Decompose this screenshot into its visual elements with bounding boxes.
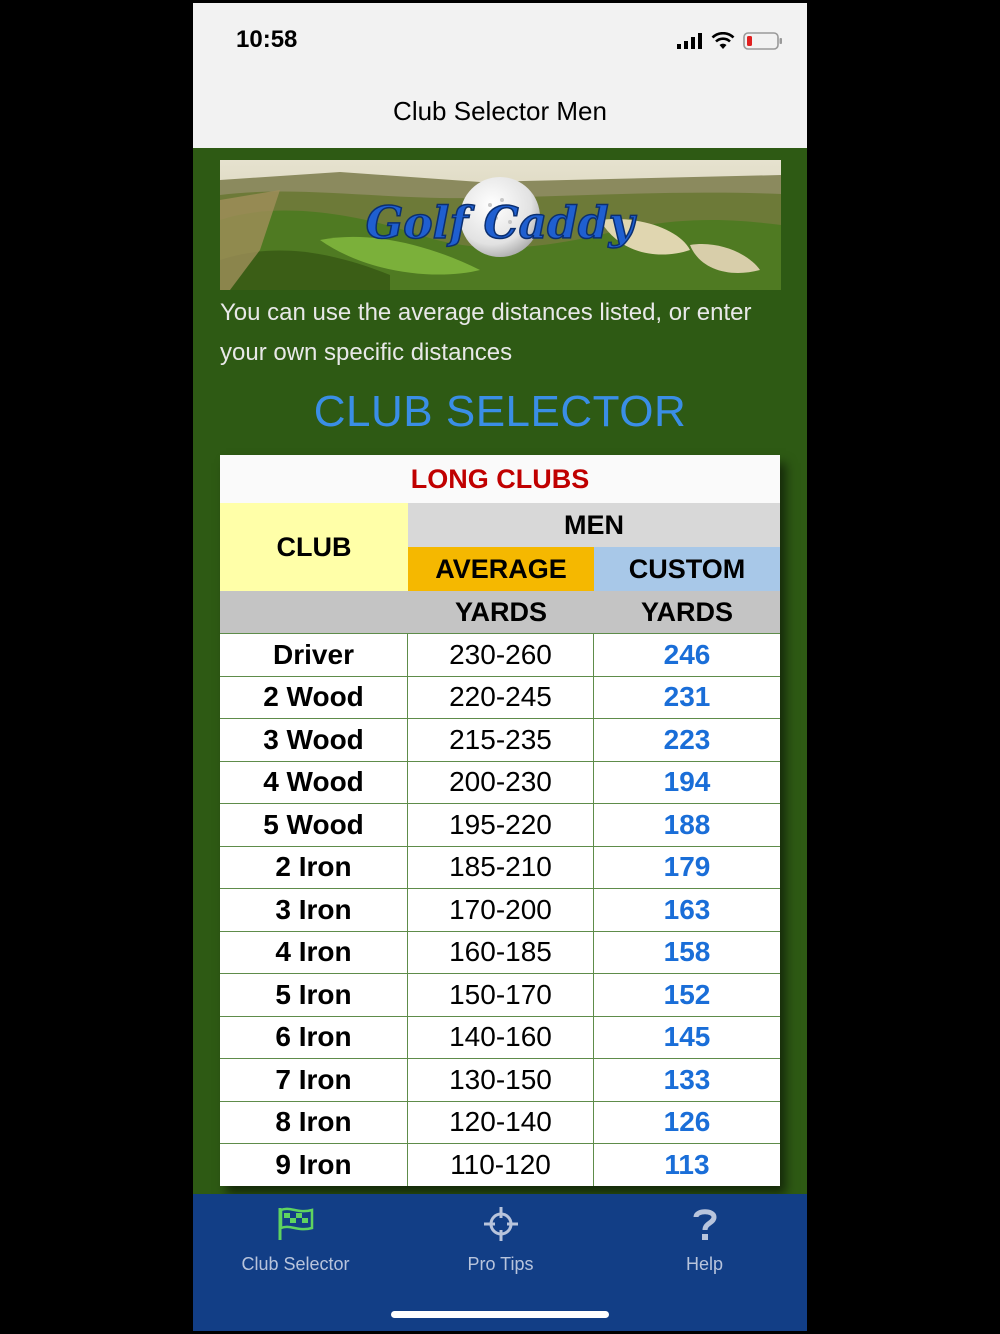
intro-text: You can use the average distances listed, or enter your own specific distances — [220, 299, 752, 366]
average-yards: 160-185 — [408, 932, 594, 974]
average-yards: 110-120 — [408, 1144, 594, 1186]
custom-yards-input[interactable]: 113 — [664, 1148, 710, 1180]
table-row — [220, 676, 780, 719]
average-yards-label: YARDS — [454, 596, 548, 627]
custom-yards-input[interactable]: 145 — [663, 1021, 711, 1053]
custom-yards-input[interactable]: 194 — [663, 766, 711, 798]
tab-club-selector[interactable] — [193, 1194, 398, 1294]
men-group-header: MEN — [408, 503, 780, 547]
average-yards: 215-235 — [408, 719, 594, 761]
tab-pro-tips[interactable] — [398, 1194, 603, 1294]
club-selector-heading: CLUB SELECTOR — [313, 387, 687, 436]
average-yards: 120-140 — [408, 1102, 594, 1144]
long-clubs-title: LONG CLUBS — [220, 455, 780, 503]
banner-image — [220, 160, 781, 290]
custom-yards-input[interactable]: 246 — [663, 638, 711, 670]
club-name: Driver — [220, 634, 408, 676]
table-row — [220, 1101, 780, 1144]
crosshair-icon — [483, 1206, 519, 1242]
club-name: 2 Iron — [220, 847, 408, 889]
battery-icon — [743, 32, 783, 50]
custom-yards-input[interactable]: 163 — [663, 893, 711, 925]
custom-yards-input[interactable]: 188 — [663, 808, 711, 840]
table-row — [220, 633, 780, 676]
tab-label: Pro Tips — [467, 1254, 534, 1274]
table-body — [220, 633, 780, 1186]
table-row — [220, 761, 780, 804]
club-name: 6 Iron — [220, 1017, 408, 1059]
table-row — [220, 1016, 780, 1059]
banner-logo-text: Golf Caddy — [365, 198, 635, 249]
golf-caddy-banner — [220, 160, 781, 290]
home-indicator[interactable] — [391, 1311, 609, 1318]
custom-yards-input[interactable]: 223 — [663, 723, 711, 755]
tab-help[interactable] — [602, 1194, 807, 1294]
club-distance-table — [220, 455, 780, 1186]
table-row — [220, 973, 780, 1016]
phone-screen — [193, 3, 807, 1331]
average-yards: 230-260 — [408, 634, 594, 676]
status-time: 10:58 — [236, 26, 298, 53]
custom-yards-input[interactable]: 158 — [663, 936, 711, 968]
custom-yards-input[interactable]: 126 — [663, 1106, 711, 1138]
tab-label: Club Selector — [241, 1254, 350, 1274]
average-yards: 150-170 — [408, 974, 594, 1016]
club-name: 5 Iron — [220, 974, 408, 1016]
table-row — [220, 1143, 780, 1186]
club-column-header: CLUB — [220, 503, 408, 591]
average-column-header: AVERAGE — [408, 547, 594, 591]
table-row — [220, 1058, 780, 1101]
custom-yards-input[interactable]: 179 — [663, 851, 711, 883]
club-name: 4 Iron — [220, 932, 408, 974]
tab-label: Help — [685, 1254, 724, 1274]
question-mark-icon — [690, 1206, 720, 1242]
club-name: 8 Iron — [220, 1102, 408, 1144]
table-row — [220, 931, 780, 974]
custom-yards-input[interactable]: 133 — [663, 1063, 711, 1095]
club-name: 3 Wood — [220, 719, 408, 761]
yards-units-row — [220, 591, 780, 633]
page-title: Club Selector Men — [393, 96, 607, 126]
navigation-bar — [193, 78, 807, 148]
club-name: 3 Iron — [220, 889, 408, 931]
custom-column-header: CUSTOM — [594, 547, 780, 591]
status-icons — [677, 31, 783, 51]
club-name: 5 Wood — [220, 804, 408, 846]
signal-icon — [677, 33, 703, 49]
table-row — [220, 803, 780, 846]
average-yards: 220-245 — [408, 677, 594, 719]
status-bar — [193, 3, 807, 78]
table-row — [220, 718, 780, 761]
average-yards: 140-160 — [408, 1017, 594, 1059]
club-name: 4 Wood — [220, 762, 408, 804]
club-name: 7 Iron — [220, 1059, 408, 1101]
club-name: 9 Iron — [220, 1144, 408, 1186]
table-header — [220, 503, 780, 633]
custom-yards-label: YARDS — [640, 596, 734, 627]
average-yards: 195-220 — [408, 804, 594, 846]
checkered-flag-icon — [276, 1206, 316, 1242]
table-row — [220, 846, 780, 889]
average-yards: 185-210 — [408, 847, 594, 889]
average-yards: 170-200 — [408, 889, 594, 931]
club-name: 2 Wood — [220, 677, 408, 719]
custom-yards-input[interactable]: 152 — [663, 978, 711, 1010]
custom-yards-input[interactable]: 231 — [663, 681, 711, 713]
wifi-icon — [711, 32, 735, 50]
average-yards: 130-150 — [408, 1059, 594, 1101]
average-yards: 200-230 — [408, 762, 594, 804]
table-row — [220, 888, 780, 931]
